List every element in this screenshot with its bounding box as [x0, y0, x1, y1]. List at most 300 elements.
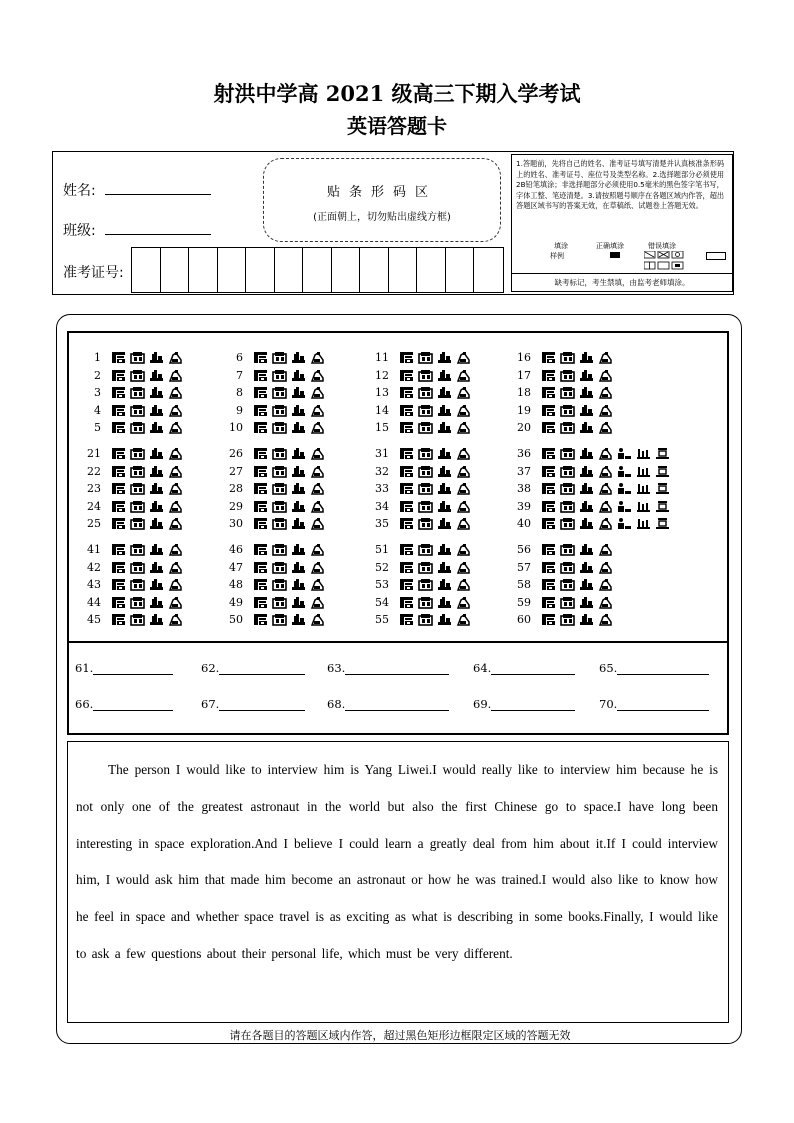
a-icon[interactable] [111, 517, 126, 530]
d-icon[interactable] [598, 543, 613, 556]
a-icon[interactable] [399, 561, 414, 574]
exam-no-cell[interactable] [189, 248, 218, 292]
a-icon[interactable] [399, 421, 414, 434]
c-icon[interactable] [149, 596, 164, 609]
blank-item[interactable] [599, 661, 709, 675]
b-icon[interactable] [560, 482, 575, 495]
b-icon[interactable] [130, 386, 145, 399]
b-icon[interactable] [560, 421, 575, 434]
blank-item[interactable] [327, 661, 449, 675]
d-icon[interactable] [168, 386, 183, 399]
b-icon[interactable] [418, 421, 433, 434]
a-icon[interactable] [253, 596, 268, 609]
c-icon[interactable] [579, 517, 594, 530]
a-icon[interactable] [111, 447, 126, 460]
d-icon[interactable] [168, 613, 183, 626]
b-icon[interactable] [560, 500, 575, 513]
b-icon[interactable] [560, 613, 575, 626]
d-icon[interactable] [168, 465, 183, 478]
c-icon[interactable] [291, 421, 306, 434]
d-icon[interactable] [456, 369, 471, 382]
d-icon[interactable] [310, 517, 325, 530]
b-icon[interactable] [560, 543, 575, 556]
b-icon[interactable] [560, 517, 575, 530]
a-icon[interactable] [253, 386, 268, 399]
exam-no-cell[interactable] [332, 248, 361, 292]
a-icon[interactable] [399, 447, 414, 460]
a-icon[interactable] [253, 465, 268, 478]
a-icon[interactable] [541, 447, 556, 460]
blank-item[interactable] [327, 697, 449, 711]
a-icon[interactable] [399, 500, 414, 513]
exam-no-cell[interactable] [246, 248, 275, 292]
a-icon[interactable] [253, 613, 268, 626]
c-icon[interactable] [149, 578, 164, 591]
d-icon[interactable] [310, 404, 325, 417]
a-icon[interactable] [111, 465, 126, 478]
f-icon[interactable] [636, 465, 651, 478]
b-icon[interactable] [130, 447, 145, 460]
b-icon[interactable] [418, 482, 433, 495]
b-icon[interactable] [272, 517, 287, 530]
c-icon[interactable] [149, 465, 164, 478]
c-icon[interactable] [291, 596, 306, 609]
a-icon[interactable] [399, 517, 414, 530]
b-icon[interactable] [418, 404, 433, 417]
b-icon[interactable] [560, 561, 575, 574]
blank-item[interactable] [473, 661, 575, 675]
b-icon[interactable] [130, 561, 145, 574]
blank-line[interactable] [219, 663, 305, 675]
d-icon[interactable] [598, 578, 613, 591]
e-icon[interactable] [617, 517, 632, 530]
c-icon[interactable] [149, 517, 164, 530]
b-icon[interactable] [560, 596, 575, 609]
d-icon[interactable] [456, 543, 471, 556]
e-icon[interactable] [617, 500, 632, 513]
c-icon[interactable] [149, 421, 164, 434]
exam-no-cell[interactable] [132, 248, 161, 292]
d-icon[interactable] [168, 351, 183, 364]
c-icon[interactable] [437, 386, 452, 399]
b-icon[interactable] [418, 543, 433, 556]
c-icon[interactable] [437, 404, 452, 417]
d-icon[interactable] [310, 369, 325, 382]
blank-line[interactable] [491, 663, 575, 675]
d-icon[interactable] [310, 500, 325, 513]
b-icon[interactable] [130, 465, 145, 478]
c-icon[interactable] [579, 596, 594, 609]
a-icon[interactable] [111, 421, 126, 434]
a-icon[interactable] [253, 578, 268, 591]
c-icon[interactable] [579, 561, 594, 574]
name-field[interactable] [105, 194, 211, 195]
b-icon[interactable] [130, 543, 145, 556]
c-icon[interactable] [291, 369, 306, 382]
b-icon[interactable] [418, 351, 433, 364]
a-icon[interactable] [541, 578, 556, 591]
c-icon[interactable] [579, 482, 594, 495]
c-icon[interactable] [149, 369, 164, 382]
c-icon[interactable] [437, 613, 452, 626]
b-icon[interactable] [560, 351, 575, 364]
a-icon[interactable] [111, 543, 126, 556]
a-icon[interactable] [253, 543, 268, 556]
a-icon[interactable] [253, 351, 268, 364]
c-icon[interactable] [437, 482, 452, 495]
b-icon[interactable] [272, 421, 287, 434]
c-icon[interactable] [291, 404, 306, 417]
d-icon[interactable] [598, 351, 613, 364]
c-icon[interactable] [579, 500, 594, 513]
c-icon[interactable] [579, 404, 594, 417]
d-icon[interactable] [310, 543, 325, 556]
blank-line[interactable] [345, 663, 449, 675]
a-icon[interactable] [111, 561, 126, 574]
absent-mark-box[interactable] [706, 252, 726, 260]
c-icon[interactable] [149, 613, 164, 626]
a-icon[interactable] [399, 465, 414, 478]
c-icon[interactable] [149, 351, 164, 364]
exam-no-field[interactable] [131, 247, 504, 293]
exam-no-cell[interactable] [446, 248, 475, 292]
a-icon[interactable] [399, 369, 414, 382]
a-icon[interactable] [253, 500, 268, 513]
d-icon[interactable] [456, 351, 471, 364]
b-icon[interactable] [130, 421, 145, 434]
b-icon[interactable] [418, 517, 433, 530]
d-icon[interactable] [598, 561, 613, 574]
option-row [399, 351, 471, 364]
a-icon[interactable] [399, 482, 414, 495]
c-icon[interactable] [579, 447, 594, 460]
blank-item[interactable] [599, 697, 709, 711]
b-icon[interactable] [560, 386, 575, 399]
d-icon[interactable] [456, 596, 471, 609]
a-icon[interactable] [111, 369, 126, 382]
exam-no-cell[interactable] [360, 248, 389, 292]
answer-frame [56, 314, 742, 1044]
a-icon[interactable] [111, 596, 126, 609]
a-icon[interactable] [399, 351, 414, 364]
c-icon[interactable] [291, 517, 306, 530]
d-icon[interactable] [310, 596, 325, 609]
a-icon[interactable] [541, 386, 556, 399]
c-icon[interactable] [149, 500, 164, 513]
b-icon[interactable] [130, 500, 145, 513]
a-icon[interactable] [399, 578, 414, 591]
c-icon[interactable] [291, 578, 306, 591]
a-icon[interactable] [541, 404, 556, 417]
e-icon[interactable] [617, 465, 632, 478]
blank-line[interactable] [219, 699, 305, 711]
d-icon[interactable] [168, 578, 183, 591]
c-icon[interactable] [437, 517, 452, 530]
blank-label: 66. [75, 697, 94, 711]
c-icon[interactable] [149, 404, 164, 417]
b-icon[interactable] [272, 482, 287, 495]
d-icon[interactable] [456, 578, 471, 591]
e-icon[interactable] [617, 447, 632, 460]
d-icon[interactable] [168, 517, 183, 530]
a-icon[interactable] [253, 421, 268, 434]
b-icon[interactable] [418, 500, 433, 513]
b-icon[interactable] [272, 386, 287, 399]
g-icon[interactable] [655, 447, 670, 460]
b-icon[interactable] [560, 404, 575, 417]
a-icon[interactable] [399, 613, 414, 626]
class-field[interactable] [105, 234, 211, 235]
a-icon[interactable] [111, 613, 126, 626]
d-icon[interactable] [598, 369, 613, 382]
d-icon[interactable] [310, 613, 325, 626]
d-icon[interactable] [310, 386, 325, 399]
c-icon[interactable] [437, 465, 452, 478]
a-icon[interactable] [111, 482, 126, 495]
f-icon[interactable] [636, 500, 651, 513]
a-icon[interactable] [253, 517, 268, 530]
e-icon[interactable] [617, 482, 632, 495]
c-icon[interactable] [291, 465, 306, 478]
b-icon[interactable] [560, 369, 575, 382]
blank-item[interactable] [75, 661, 173, 675]
exam-no-cell[interactable] [417, 248, 446, 292]
b-icon[interactable] [418, 596, 433, 609]
b-icon[interactable] [130, 404, 145, 417]
a-icon[interactable] [111, 404, 126, 417]
option-row [253, 517, 325, 530]
exam-no-cell[interactable] [474, 248, 503, 292]
c-icon[interactable] [149, 386, 164, 399]
b-icon[interactable] [272, 543, 287, 556]
g-icon[interactable] [655, 465, 670, 478]
a-icon[interactable] [111, 351, 126, 364]
d-icon[interactable] [456, 386, 471, 399]
a-icon[interactable] [541, 351, 556, 364]
c-icon[interactable] [291, 561, 306, 574]
c-icon[interactable] [437, 447, 452, 460]
question-number: 38 [517, 482, 531, 495]
b-icon[interactable] [272, 369, 287, 382]
d-icon[interactable] [310, 447, 325, 460]
a-icon[interactable] [541, 613, 556, 626]
a-icon[interactable] [253, 369, 268, 382]
a-icon[interactable] [399, 386, 414, 399]
b-icon[interactable] [560, 578, 575, 591]
d-icon[interactable] [456, 447, 471, 460]
d-icon[interactable] [168, 447, 183, 460]
c-icon[interactable] [149, 447, 164, 460]
c-icon[interactable] [291, 500, 306, 513]
b-icon[interactable] [418, 447, 433, 460]
c-icon[interactable] [437, 578, 452, 591]
c-icon[interactable] [291, 543, 306, 556]
b-icon[interactable] [272, 351, 287, 364]
d-icon[interactable] [598, 482, 613, 495]
d-icon[interactable] [598, 500, 613, 513]
a-icon[interactable] [541, 561, 556, 574]
c-icon[interactable] [149, 561, 164, 574]
a-icon[interactable] [541, 465, 556, 478]
d-icon[interactable] [598, 613, 613, 626]
b-icon[interactable] [418, 561, 433, 574]
c-icon[interactable] [437, 543, 452, 556]
b-icon[interactable] [130, 517, 145, 530]
blank-line[interactable] [93, 699, 173, 711]
f-icon[interactable] [636, 517, 651, 530]
blank-item[interactable] [201, 661, 305, 675]
b-icon[interactable] [418, 465, 433, 478]
blank-item[interactable] [473, 697, 575, 711]
blank-line[interactable] [345, 699, 449, 711]
a-icon[interactable] [541, 500, 556, 513]
b-icon[interactable] [272, 561, 287, 574]
b-icon[interactable] [130, 578, 145, 591]
b-icon[interactable] [272, 447, 287, 460]
d-icon[interactable] [598, 465, 613, 478]
exam-no-cell[interactable] [161, 248, 190, 292]
d-icon[interactable] [168, 404, 183, 417]
d-icon[interactable] [598, 596, 613, 609]
g-icon[interactable] [655, 517, 670, 530]
b-icon[interactable] [272, 578, 287, 591]
b-icon[interactable] [560, 465, 575, 478]
c-icon[interactable] [579, 578, 594, 591]
d-icon[interactable] [168, 596, 183, 609]
blank-item[interactable] [201, 697, 305, 711]
c-icon[interactable] [579, 465, 594, 478]
a-icon[interactable] [253, 561, 268, 574]
b-icon[interactable] [130, 613, 145, 626]
c-icon[interactable] [291, 613, 306, 626]
d-icon[interactable] [310, 421, 325, 434]
c-icon[interactable] [291, 386, 306, 399]
b-icon[interactable] [272, 404, 287, 417]
b-icon[interactable] [418, 386, 433, 399]
a-icon[interactable] [541, 421, 556, 434]
c-icon[interactable] [579, 351, 594, 364]
b-icon[interactable] [272, 500, 287, 513]
b-icon[interactable] [560, 447, 575, 460]
d-icon[interactable] [310, 578, 325, 591]
d-icon[interactable] [168, 561, 183, 574]
a-icon[interactable] [399, 404, 414, 417]
b-icon[interactable] [418, 369, 433, 382]
c-icon[interactable] [579, 613, 594, 626]
b-icon[interactable] [272, 465, 287, 478]
a-icon[interactable] [253, 482, 268, 495]
d-icon[interactable] [168, 421, 183, 434]
c-icon[interactable] [579, 421, 594, 434]
d-icon[interactable] [168, 369, 183, 382]
d-icon[interactable] [456, 517, 471, 530]
c-icon[interactable] [291, 482, 306, 495]
d-icon[interactable] [168, 500, 183, 513]
c-icon[interactable] [437, 561, 452, 574]
a-icon[interactable] [253, 404, 268, 417]
question-number: 7 [236, 368, 243, 382]
exam-no-cell[interactable] [218, 248, 247, 292]
blank-line[interactable] [93, 663, 173, 675]
b-icon[interactable] [130, 596, 145, 609]
d-icon[interactable] [598, 421, 613, 434]
d-icon[interactable] [598, 386, 613, 399]
b-icon[interactable] [130, 369, 145, 382]
c-icon[interactable] [437, 500, 452, 513]
b-icon[interactable] [272, 596, 287, 609]
blank-line[interactable] [617, 699, 709, 711]
a-icon[interactable] [541, 543, 556, 556]
exam-no-cell[interactable] [303, 248, 332, 292]
d-icon[interactable] [456, 561, 471, 574]
b-icon[interactable] [418, 613, 433, 626]
c-icon[interactable] [437, 596, 452, 609]
d-icon[interactable] [168, 543, 183, 556]
g-icon[interactable] [655, 482, 670, 495]
d-icon[interactable] [310, 351, 325, 364]
blank-item[interactable] [75, 697, 173, 711]
c-icon[interactable] [149, 543, 164, 556]
a-icon[interactable] [541, 596, 556, 609]
d-icon[interactable] [168, 482, 183, 495]
c-icon[interactable] [579, 386, 594, 399]
c-icon[interactable] [579, 543, 594, 556]
d-icon[interactable] [456, 482, 471, 495]
question-number: 49 [229, 595, 243, 609]
d-icon[interactable] [310, 561, 325, 574]
a-icon[interactable] [253, 447, 268, 460]
d-icon[interactable] [456, 613, 471, 626]
d-icon[interactable] [598, 447, 613, 460]
b-icon[interactable] [130, 351, 145, 364]
a-icon[interactable] [541, 482, 556, 495]
b-icon[interactable] [272, 613, 287, 626]
d-icon[interactable] [310, 465, 325, 478]
a-icon[interactable] [541, 369, 556, 382]
d-icon[interactable] [456, 404, 471, 417]
a-icon[interactable] [541, 517, 556, 530]
d-icon[interactable] [598, 404, 613, 417]
blank-line[interactable] [617, 663, 709, 675]
f-icon[interactable] [636, 447, 651, 460]
d-icon[interactable] [456, 500, 471, 513]
c-icon[interactable] [579, 369, 594, 382]
c-icon[interactable] [437, 421, 452, 434]
a-icon[interactable] [111, 500, 126, 513]
d-icon[interactable] [456, 421, 471, 434]
c-icon[interactable] [291, 447, 306, 460]
exam-no-cell[interactable] [275, 248, 304, 292]
c-icon[interactable] [291, 351, 306, 364]
a-icon[interactable] [399, 596, 414, 609]
c-icon[interactable] [437, 369, 452, 382]
c-icon[interactable] [149, 482, 164, 495]
d-icon[interactable] [310, 482, 325, 495]
exam-no-cell[interactable] [389, 248, 418, 292]
d-icon[interactable] [598, 517, 613, 530]
a-icon[interactable] [111, 578, 126, 591]
blank-line[interactable] [491, 699, 575, 711]
a-icon[interactable] [399, 543, 414, 556]
d-icon[interactable] [456, 465, 471, 478]
a-icon[interactable] [111, 386, 126, 399]
f-icon[interactable] [636, 482, 651, 495]
g-icon[interactable] [655, 500, 670, 513]
option-row [541, 482, 670, 495]
c-icon[interactable] [437, 351, 452, 364]
b-icon[interactable] [418, 578, 433, 591]
b-icon[interactable] [130, 482, 145, 495]
